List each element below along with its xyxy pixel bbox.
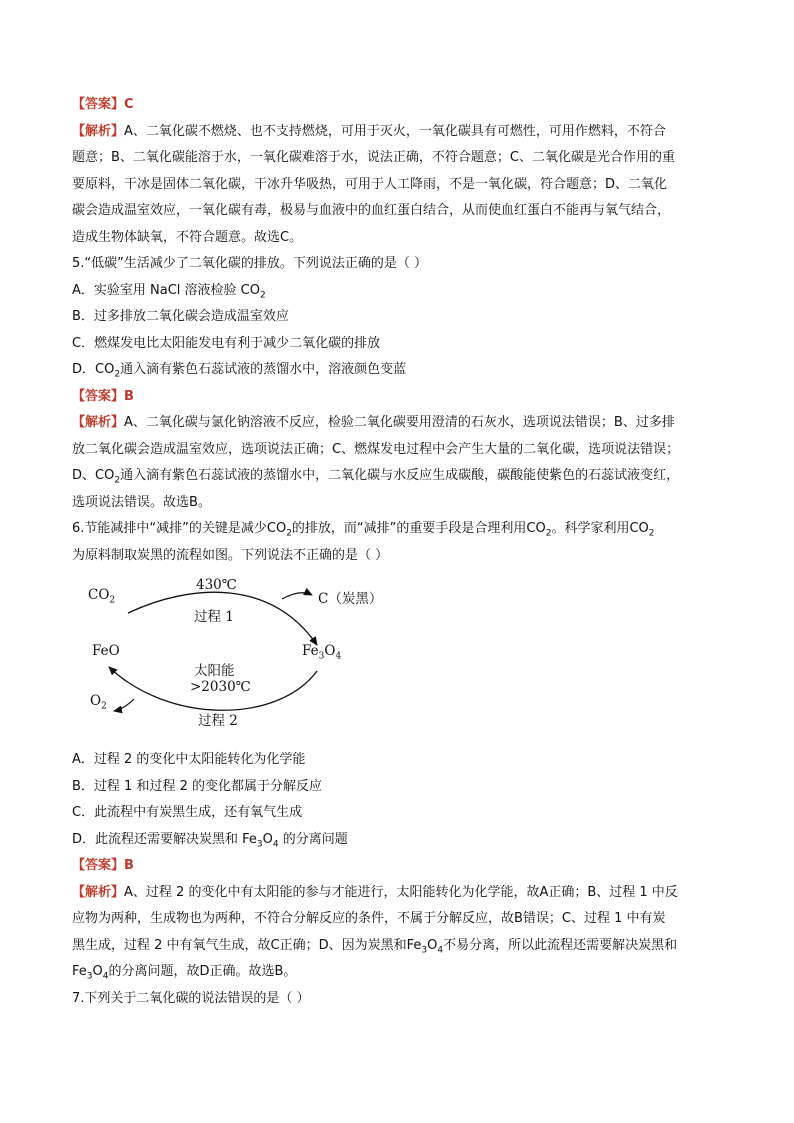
answer-tag: 【答案】 bbox=[72, 388, 125, 404]
q5-analysis-line-3 bbox=[72, 463, 724, 490]
option-text: A．实验室用 NaCl 溶液检验 CO bbox=[72, 282, 260, 298]
q4-analysis-line-4: 碳会造成温室效应，一氧化碳有毒，极易与血液中的血红蛋白结合，从而使血红蛋白不能再与氧气结合， bbox=[72, 203, 671, 218]
option-text: 通入滴有紫色石蕊试液的蒸馏水中，溶液颜色变蓝 bbox=[120, 362, 407, 377]
subscript: 2 bbox=[259, 290, 266, 301]
analysis-text: 通入滴有紫色石蕊试液的蒸馏水中，二氧化碳与水反应生成碳酸，碳酸能使紫色的石蕊试液变红， bbox=[120, 468, 680, 483]
answer-tag: 【答案】 bbox=[72, 97, 125, 112]
q5-analysis-line-1 bbox=[72, 410, 724, 437]
q6-answer bbox=[72, 853, 724, 880]
process-cycle-diagram bbox=[72, 575, 724, 745]
q5-answer bbox=[72, 384, 724, 411]
subscript: 2 bbox=[286, 528, 292, 539]
q5-option-c: C．燃煤发电比太阳能发电有利于减少二氧化碳的排放 bbox=[72, 335, 381, 351]
temperature-2030-label: >2030℃ bbox=[190, 679, 251, 695]
q6-analysis-line-3 bbox=[72, 933, 724, 960]
q4-analysis-line-2: 题意；B、二氧化碳能溶于水，一氧化碳难溶于水，说法正确，不符合题意；C、二氧化碳是光合作用的重 bbox=[72, 150, 675, 165]
q6-option-d bbox=[72, 827, 724, 854]
answer-value: C bbox=[124, 97, 134, 112]
carbon-branch-arrow bbox=[282, 593, 312, 599]
q5-analysis-line-4: 选项说法错误。故选B。 bbox=[72, 494, 211, 510]
solar-energy-label: 太阳能 bbox=[194, 663, 235, 679]
option-text: O bbox=[262, 831, 273, 847]
analysis-text: D、CO bbox=[72, 468, 115, 483]
subscript: 2 bbox=[545, 528, 552, 539]
q7-stem: 7.下列关于二氧化碳的说法错误的是（ ） bbox=[72, 990, 310, 1006]
subscript: 2 bbox=[114, 475, 121, 486]
temperature-430-label: 430℃ bbox=[196, 577, 237, 593]
q4-answer bbox=[72, 92, 724, 119]
option-text: 的分离问题 bbox=[278, 831, 348, 847]
feo-label: FeO bbox=[92, 643, 120, 659]
stem-text: 6.节能减排中“减排”的关键是减少CO bbox=[72, 521, 287, 536]
analysis-text: 的分离问题，故D正确。故选B。 bbox=[108, 964, 297, 979]
stem-text: 的排放，而“减排”的重要手段是合理利用CO bbox=[291, 521, 546, 536]
q5-option-b: B．过多排放二氧化碳会造成温室效应 bbox=[72, 309, 289, 324]
subscript: 4 bbox=[102, 971, 109, 982]
analysis-tag: 【解析】 bbox=[72, 123, 125, 139]
analysis-text: A、二氧化碳不燃烧、也不支持燃烧，可用于灭火，一氧化碳具有可燃性，可用作燃料，不符合 bbox=[124, 123, 666, 139]
document-page bbox=[72, 92, 724, 1012]
subscript: 3 bbox=[256, 839, 263, 850]
q6-option-b: B．过程 1 和过程 2 的变化都属于分解反应 bbox=[72, 778, 322, 794]
carbon-black-label: C（炭黑） bbox=[318, 591, 383, 607]
q6-stem-line-2: 为原料制取炭黑的流程如图。下列说法不正确的是（ ） bbox=[72, 547, 389, 563]
process-2-label: 过程 2 bbox=[198, 713, 238, 729]
process-1-label: 过程 1 bbox=[194, 609, 234, 625]
option-text: D．此流程还需要解决炭黑和 Fe bbox=[72, 831, 257, 847]
option-text: D．CO bbox=[72, 362, 115, 377]
subscript: 3 bbox=[421, 945, 428, 956]
stem-text: 。科学家利用CO bbox=[551, 521, 649, 536]
subscript: 2 bbox=[114, 369, 121, 380]
subscript: 3 bbox=[86, 971, 93, 982]
subscript: 4 bbox=[437, 945, 444, 956]
analysis-text: O bbox=[92, 964, 103, 979]
o2-label: $O_2$ bbox=[90, 693, 107, 712]
answer-tag: 【答案】 bbox=[72, 858, 125, 873]
q6-analysis-line-2: 应物为两种，生成物也为两种，不符合分解反应的条件，不属于分解反应，故B错误；C、过程 1 中有炭 bbox=[72, 911, 666, 926]
answer-value: B bbox=[124, 858, 134, 873]
q4-analysis-line-1 bbox=[72, 119, 724, 146]
oxygen-branch-arrow bbox=[114, 699, 134, 711]
analysis-tag: 【解析】 bbox=[72, 884, 125, 900]
cycle-arrows bbox=[72, 575, 724, 745]
q5-stem: 5.“低碳”生活减少了二氧化碳的排放。下列说法正确的是（ ） bbox=[72, 256, 428, 271]
analysis-text: A、过程 2 的变化中有太阳能的参与才能进行，太阳能转化为化学能，故A正确；B、过程 1 中反 bbox=[124, 884, 678, 900]
subscript: 4 bbox=[272, 839, 279, 850]
q6-option-a: A．过程 2 的变化中太阳能转化为化学能 bbox=[72, 752, 306, 767]
q6-option-c: C．此流程中有炭黑生成，还有氧气生成 bbox=[72, 805, 303, 820]
analysis-text: Fe bbox=[72, 964, 87, 979]
q4-analysis-line-3: 要原料，干冰是固体二氧化碳，干冰升华吸热，可用于人工降雨，不是一氧化碳，符合题意；D、二氧化 bbox=[72, 176, 668, 192]
analysis-tag: 【解析】 bbox=[72, 415, 125, 430]
q5-option-a bbox=[72, 278, 724, 305]
analysis-text: 黑生成，过程 2 中有氧气生成，故C正确；D、因为炭黑和Fe bbox=[72, 937, 422, 953]
answer-value: B bbox=[124, 388, 134, 404]
q4-analysis-line-5: 造成生物体缺氧，不符合题意。故选C。 bbox=[72, 229, 303, 245]
analysis-text: A、二氧化碳与氯化钠溶液不反应，检验二氧化碳要用澄清的石灰水，选项说法错误；B、过多排 bbox=[124, 415, 675, 430]
co2-label: $CO_2$ bbox=[88, 587, 116, 606]
analysis-text: 不易分离，所以此流程还需要解决炭黑和 bbox=[443, 937, 678, 953]
fe3o4-label: $Fe_3O_4$ bbox=[302, 643, 342, 662]
q5-option-d bbox=[72, 357, 724, 384]
q6-analysis-line-1 bbox=[72, 880, 724, 907]
q6-analysis-line-4 bbox=[72, 959, 724, 986]
analysis-text: O bbox=[427, 937, 438, 953]
q5-analysis-line-2: 放二氧化碳会造成温室效应，选项说法正确；C、燃煤发电过程中会产生大量的二氧化碳，选项说法错误； bbox=[72, 441, 680, 457]
q6-stem-line-1 bbox=[72, 516, 724, 543]
subscript: 2 bbox=[648, 528, 655, 539]
